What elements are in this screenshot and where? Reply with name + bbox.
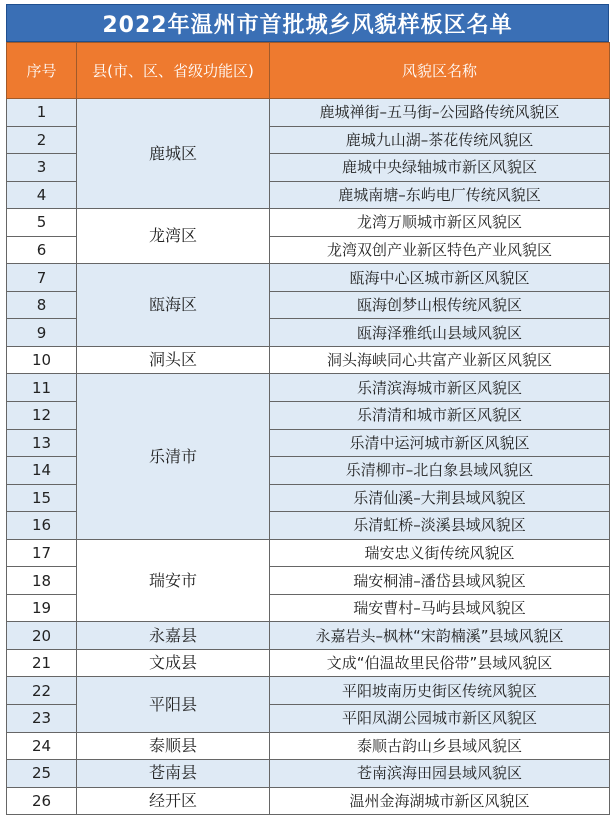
row-index: 4 — [7, 181, 77, 209]
table-row — [7, 346, 610, 374]
area-name: 温州金海湖城市新区风貌区 — [270, 787, 610, 815]
area-name: 乐清滨海城市新区风貌区 — [270, 374, 610, 402]
table-row — [7, 264, 610, 292]
row-index: 11 — [7, 374, 77, 402]
area-name: 瓯海中心区城市新区风貌区 — [270, 264, 610, 292]
sample-area-table — [6, 42, 610, 815]
table-row — [7, 732, 610, 760]
row-index: 25 — [7, 760, 77, 788]
row-index: 9 — [7, 319, 77, 347]
header-county: 县(市、区、省级功能区) — [77, 43, 270, 99]
area-name: 鹿城中央绿轴城市新区风貌区 — [270, 154, 610, 182]
header-index: 序号 — [7, 43, 77, 99]
area-name: 苍南滨海田园县域风貌区 — [270, 760, 610, 788]
row-index: 19 — [7, 594, 77, 622]
county-cell: 乐清市 — [77, 374, 270, 539]
area-name: 瓯海泽雅纸山县域风貌区 — [270, 319, 610, 347]
table-row — [7, 760, 610, 788]
area-name: 文成“伯温故里民俗带”县域风貌区 — [270, 649, 610, 677]
area-name: 泰顺古韵山乡县域风貌区 — [270, 732, 610, 760]
row-index: 16 — [7, 512, 77, 540]
area-name: 乐清清和城市新区风貌区 — [270, 402, 610, 430]
area-name: 平阳凤湖公园城市新区风貌区 — [270, 705, 610, 733]
county-cell: 苍南县 — [77, 760, 270, 788]
area-name: 平阳坡南历史街区传统风貌区 — [270, 677, 610, 705]
row-index: 10 — [7, 346, 77, 374]
area-name: 龙湾双创产业新区特色产业风貌区 — [270, 236, 610, 264]
table-header-row — [7, 43, 610, 99]
area-name: 鹿城禅街–五马街–公园路传统风貌区 — [270, 99, 610, 127]
row-index: 1 — [7, 99, 77, 127]
table-row — [7, 209, 610, 237]
area-name: 鹿城南塘–东屿电厂传统风貌区 — [270, 181, 610, 209]
area-name: 乐清柳市–北白象县域风貌区 — [270, 457, 610, 485]
area-name: 龙湾万顺城市新区风貌区 — [270, 209, 610, 237]
row-index: 23 — [7, 705, 77, 733]
table-row — [7, 677, 610, 705]
county-cell: 鹿城区 — [77, 99, 270, 209]
area-name: 乐清中运河城市新区风貌区 — [270, 429, 610, 457]
area-name: 洞头海峡同心共富产业新区风貌区 — [270, 346, 610, 374]
county-cell: 洞头区 — [77, 346, 270, 374]
area-name: 乐清虹桥–淡溪县域风貌区 — [270, 512, 610, 540]
area-name: 瑞安忠义街传统风貌区 — [270, 539, 610, 567]
area-name: 鹿城九山湖–茶花传统风貌区 — [270, 126, 610, 154]
row-index: 18 — [7, 567, 77, 595]
row-index: 7 — [7, 264, 77, 292]
row-index: 6 — [7, 236, 77, 264]
row-index: 2 — [7, 126, 77, 154]
county-cell: 泰顺县 — [77, 732, 270, 760]
row-index: 22 — [7, 677, 77, 705]
table-row — [7, 539, 610, 567]
row-index: 17 — [7, 539, 77, 567]
county-cell: 龙湾区 — [77, 209, 270, 264]
row-index: 14 — [7, 457, 77, 485]
area-name: 瑞安桐浦–潘岱县域风貌区 — [270, 567, 610, 595]
county-cell: 瑞安市 — [77, 539, 270, 622]
table-row — [7, 622, 610, 650]
row-index: 20 — [7, 622, 77, 650]
area-name: 永嘉岩头–枫林“宋韵楠溪”县域风貌区 — [270, 622, 610, 650]
area-name: 乐清仙溪–大荆县域风貌区 — [270, 484, 610, 512]
area-name: 瑞安曹村–马屿县域风貌区 — [270, 594, 610, 622]
county-cell: 永嘉县 — [77, 622, 270, 650]
table-row — [7, 374, 610, 402]
row-index: 24 — [7, 732, 77, 760]
county-cell: 经开区 — [77, 787, 270, 815]
row-index: 12 — [7, 402, 77, 430]
page-title: 2022年温州市首批城乡风貌样板区名单 — [6, 4, 609, 42]
row-index: 21 — [7, 649, 77, 677]
area-name: 瓯海创梦山根传统风貌区 — [270, 291, 610, 319]
row-index: 26 — [7, 787, 77, 815]
table-row — [7, 99, 610, 127]
row-index: 3 — [7, 154, 77, 182]
header-area-name: 风貌区名称 — [270, 43, 610, 99]
row-index: 5 — [7, 209, 77, 237]
table-row — [7, 649, 610, 677]
county-cell: 文成县 — [77, 649, 270, 677]
table-row — [7, 787, 610, 815]
county-cell: 瓯海区 — [77, 264, 270, 347]
row-index: 13 — [7, 429, 77, 457]
row-index: 8 — [7, 291, 77, 319]
county-cell: 平阳县 — [77, 677, 270, 732]
row-index: 15 — [7, 484, 77, 512]
